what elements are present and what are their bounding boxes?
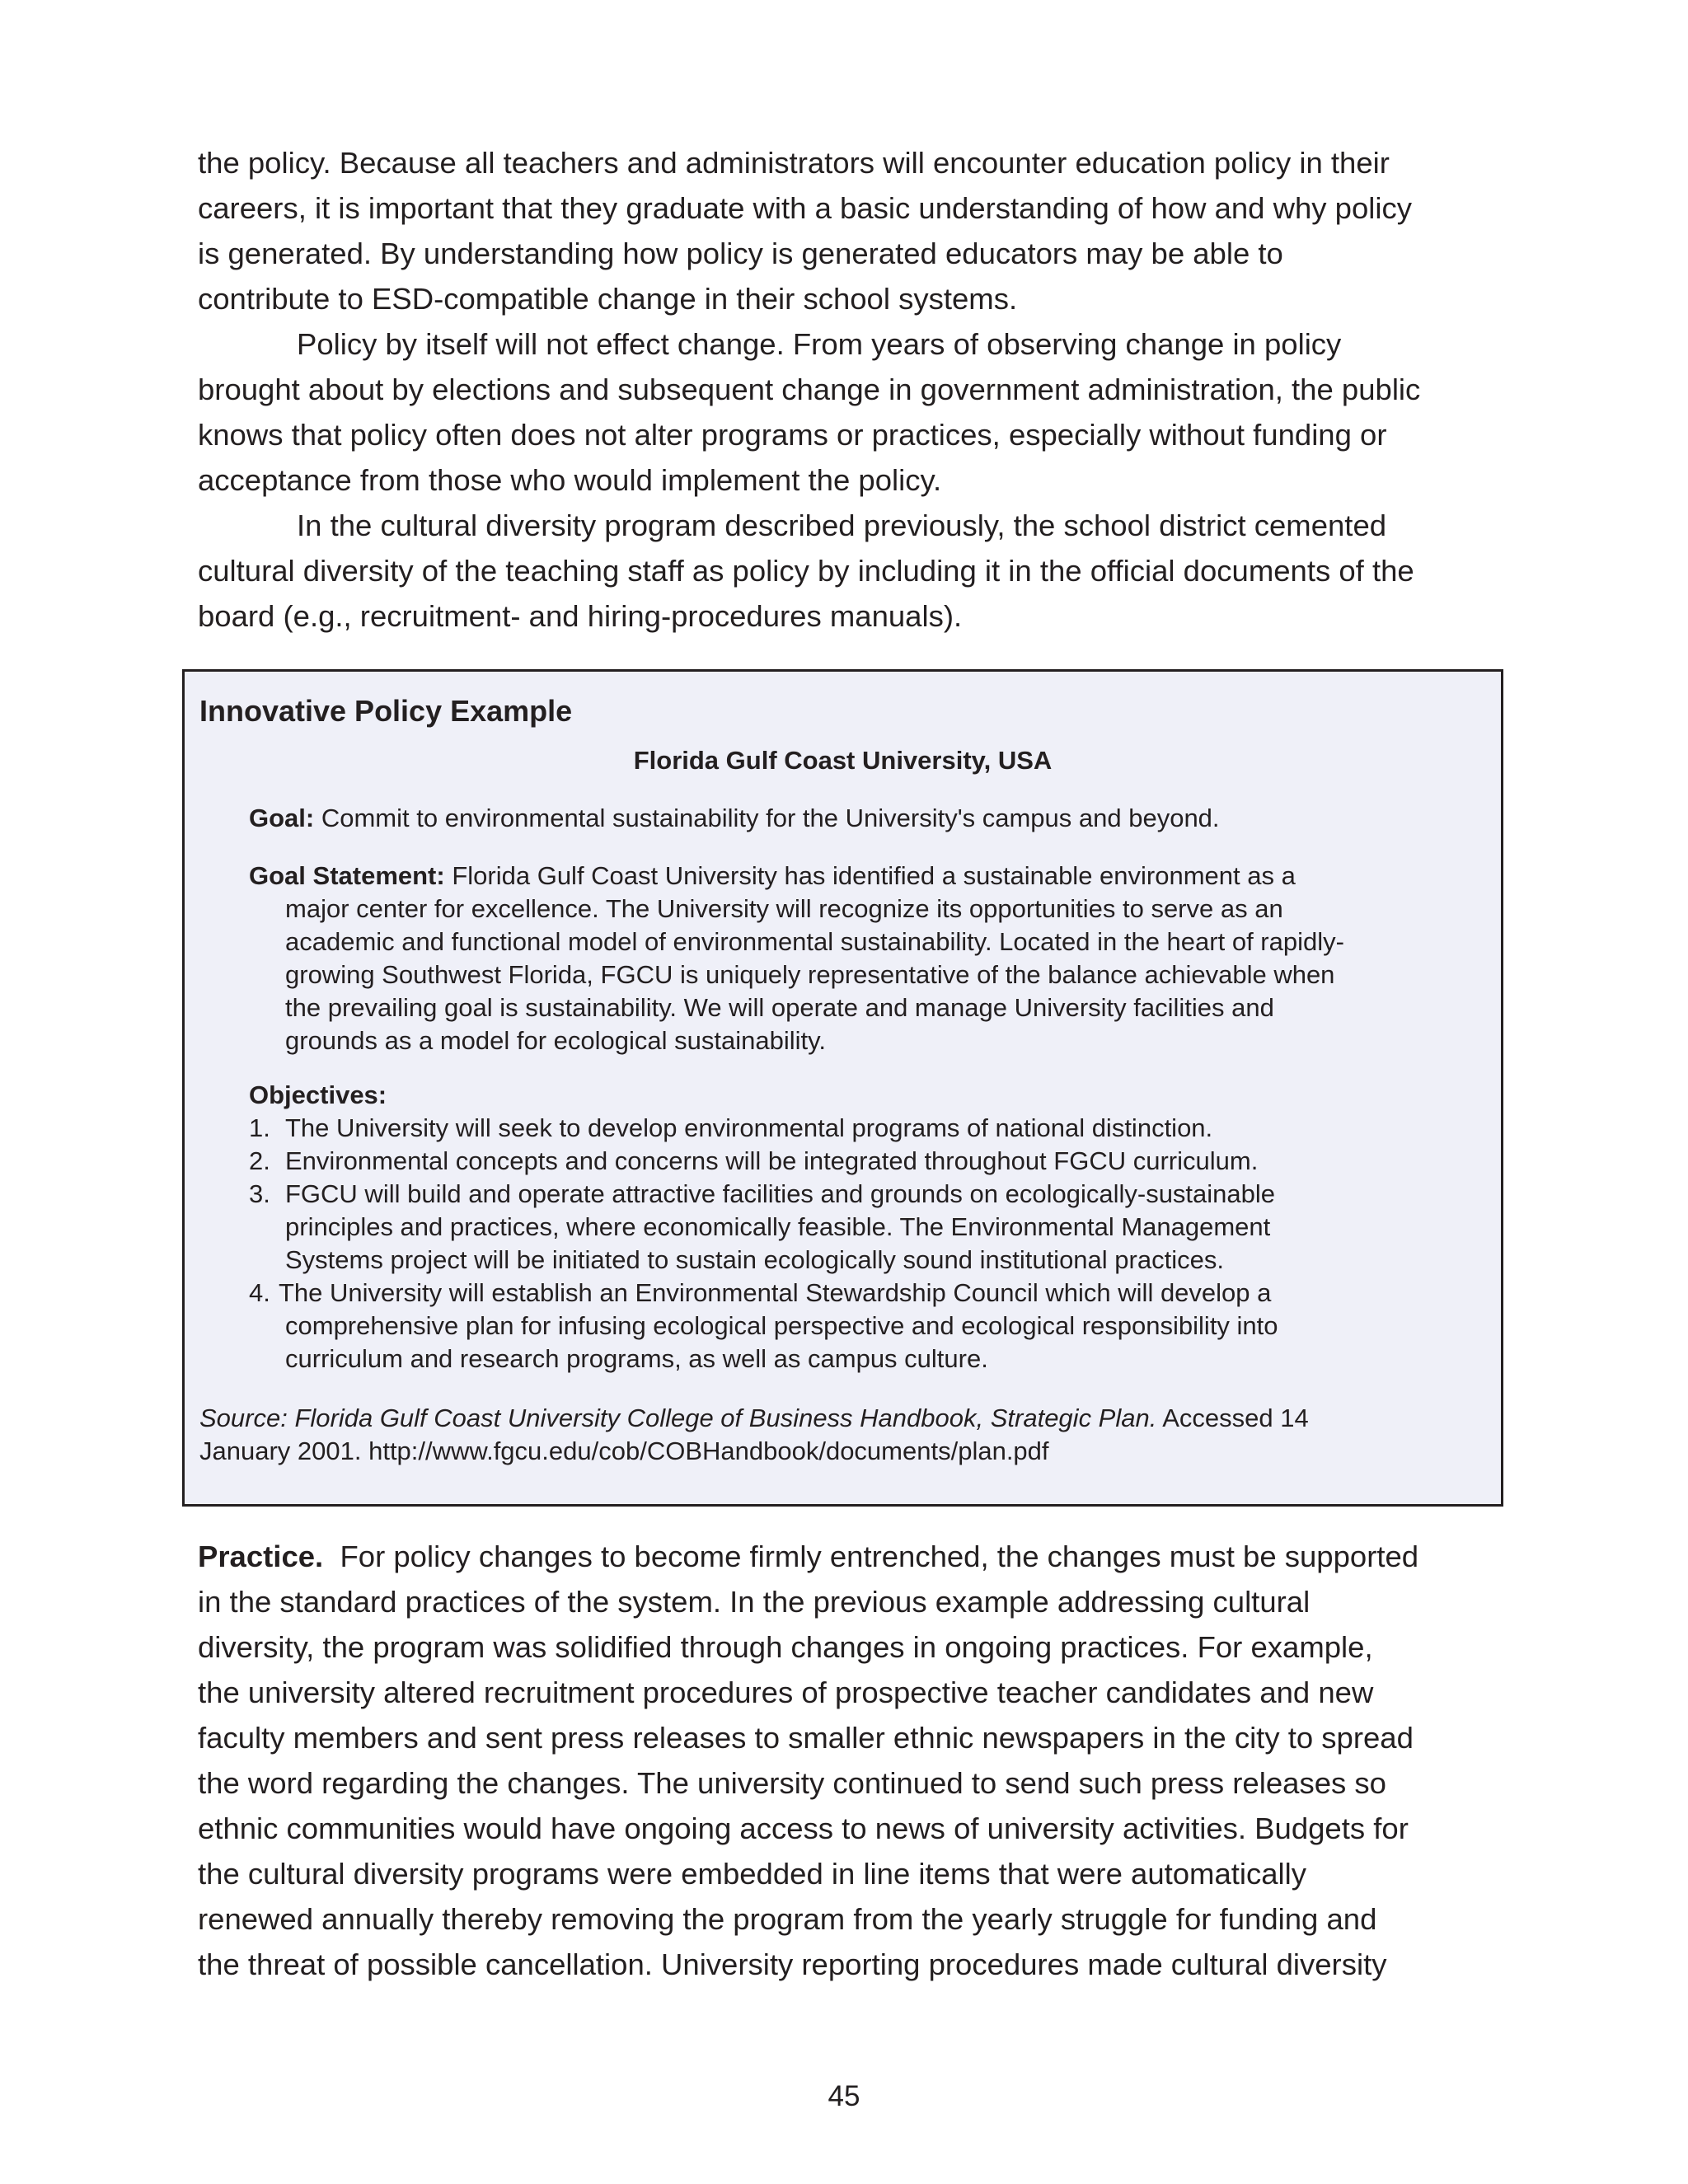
text-line: knows that policy often does not alter programs or practices, especially without funding or: [198, 418, 1387, 452]
list-item: [249, 1178, 1486, 1277]
source-url-line: January 2001. http://www.fgcu.edu/cob/COBHandbook/documents/plan.pdf: [199, 1436, 1049, 1465]
goal-statement-line: growing Southwest Florida, FGCU is uniquely representative of the balance achievable when: [285, 960, 1335, 989]
text-line: renewed annually thereby removing the program from the yearly struggle for funding and: [198, 1902, 1377, 1936]
goal-text: Commit to environmental sustainability for the University's campus and beyond.: [314, 804, 1220, 832]
goal: [249, 802, 1486, 835]
goal-statement-line: the prevailing goal is sustainability. We will operate and manage University facilities and: [285, 993, 1274, 1022]
goal-statement-line: major center for excellence. The University will recognize its opportunities to serve as an: [285, 894, 1283, 923]
box-title: Innovative Policy Example: [199, 694, 573, 728]
text-line: cultural diversity of the teaching staff as policy by including it in the official documents of the: [198, 554, 1414, 588]
text-line: board (e.g., recruitment- and hiring-procedures manuals).: [198, 599, 963, 633]
objectives-heading: Objectives:: [249, 1080, 387, 1109]
text-line: diversity, the program was solidified through changes in ongoing practices. For example,: [198, 1630, 1373, 1664]
objective-number: 4.: [249, 1278, 270, 1307]
objective-line: The University will seek to develop environmental programs of national distinction.: [285, 1113, 1213, 1142]
text-line: Policy by itself will not effect change. From years of observing change in policy: [297, 327, 1342, 361]
goal-statement-line: grounds as a model for ecological sustainability.: [285, 1026, 826, 1055]
goal-statement-line: academic and functional model of environmental sustainability. Located in the heart of rapidly-: [285, 927, 1344, 956]
practice-label: Practice.: [198, 1540, 324, 1573]
objective-line: curriculum and research programs, as well as campus culture.: [285, 1344, 988, 1373]
practice-paragraph: [198, 1534, 1500, 1987]
objective-number: 2.: [249, 1146, 270, 1175]
goal-statement-line: Florida Gulf Coast University has identified a sustainable environment as a: [444, 861, 1296, 890]
objective-line: comprehensive plan for infusing ecological perspective and ecological responsibility into: [285, 1311, 1278, 1340]
objective-number: 3.: [249, 1179, 270, 1208]
objective-line: Systems project will be initiated to sustain ecologically sound institutional practices.: [285, 1245, 1224, 1274]
text-line: careers, it is important that they graduate with a basic understanding of how and why policy: [198, 191, 1412, 225]
text-line: ethnic communities would have ongoing access to news of university activities. Budgets for: [198, 1811, 1409, 1845]
objective-line: Environmental concepts and concerns will be integrated throughout FGCU curriculum.: [285, 1146, 1259, 1175]
objectives-list: [249, 1112, 1486, 1376]
source-citation: [199, 1402, 1486, 1468]
objective-line: principles and practices, where economically feasible. The Environmental Management: [285, 1212, 1271, 1241]
text-line: is generated. By understanding how policy is generated educators may be able to: [198, 237, 1283, 270]
box-subtitle: Florida Gulf Coast University, USA: [633, 746, 1053, 775]
objective-number: 1.: [249, 1113, 270, 1142]
source-title: Source: Florida Gulf Coast University College of Business Handbook, Strategic Plan.: [199, 1404, 1157, 1432]
text-line: faculty members and sent press releases to smaller ethnic newspapers in the city to spread: [198, 1721, 1414, 1755]
text-line: the cultural diversity programs were embedded in line items that were automatically: [198, 1857, 1307, 1891]
text-line: In the cultural diversity program described previously, the school district cemented: [297, 509, 1387, 542]
objective-line: The University will establish an Environmental Stewardship Council which will develop a: [279, 1278, 1272, 1307]
objective-line: FGCU will build and operate attractive facilities and grounds on ecologically-sustainable: [285, 1179, 1276, 1208]
paragraph-3: [198, 503, 1500, 639]
text-line: the policy. Because all teachers and administrators will encounter education policy in their: [198, 146, 1390, 180]
body-text-top: [198, 140, 1500, 639]
goal-statement: [249, 860, 1486, 1057]
goal-statement-label: Goal Statement:: [249, 861, 445, 890]
list-item: [249, 1277, 1486, 1376]
body-text-bottom: [198, 1534, 1500, 1987]
policy-example-box: [182, 669, 1503, 1507]
text-line: acceptance from those who would implement the policy.: [198, 463, 942, 497]
text-line: in the standard practices of the system. In the previous example addressing cultural: [198, 1585, 1311, 1619]
text-line: brought about by elections and subsequent change in government administration, the public: [198, 373, 1421, 406]
text-line: the threat of possible cancellation. University reporting procedures made cultural diversity: [198, 1947, 1387, 1981]
page-number: 45: [828, 2080, 860, 2112]
text-line: the university altered recruitment procedures of prospective teacher candidates and new: [198, 1675, 1374, 1709]
paragraph-2: [198, 321, 1500, 503]
list-item: [249, 1145, 1486, 1178]
list-item: [249, 1112, 1486, 1145]
source-accessed: Accessed 14: [1156, 1404, 1309, 1432]
text-line: contribute to ESD-compatible change in their school systems.: [198, 282, 1018, 316]
goal-label: Goal:: [249, 804, 315, 832]
text-line: For policy changes to become firmly entrenched, the changes must be supported: [323, 1540, 1419, 1573]
paragraph-1: [198, 140, 1500, 321]
policy-box-content: [199, 693, 1486, 1468]
text-line: the word regarding the changes. The university continued to send such press releases so: [198, 1766, 1386, 1800]
